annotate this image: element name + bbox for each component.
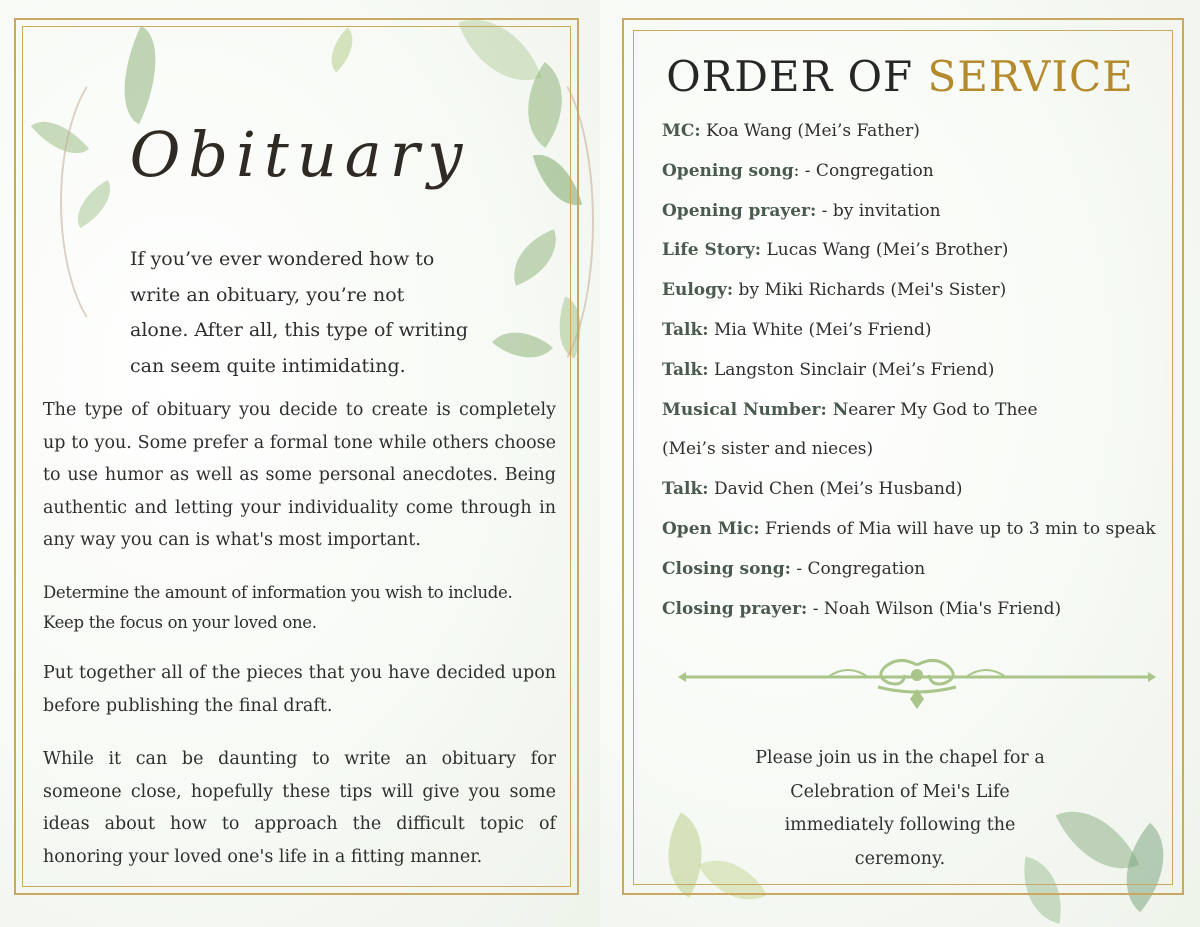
service-item-label: Musical Number: N bbox=[662, 399, 849, 420]
order-of-service-page bbox=[600, 0, 1200, 927]
service-item-label: MC: bbox=[662, 121, 701, 141]
order-of-service-title bbox=[600, 52, 1200, 101]
service-item bbox=[662, 161, 1182, 201]
intro-line: If you’ve ever wondered how to bbox=[130, 248, 435, 270]
service-item bbox=[662, 320, 1182, 360]
service-item-label: Closing prayer: bbox=[662, 598, 808, 619]
service-item bbox=[662, 360, 1182, 400]
service-item bbox=[662, 400, 1182, 440]
service-item-text: - by invitation bbox=[816, 200, 941, 221]
obituary-paragraph: While it can be daunting to write an obituary for someone close, hopefully these tips will give you some ideas about how to approach the difficult topic of honoring your loved one's life in a fitting manner. bbox=[43, 749, 556, 867]
service-item-text: Friends of Mia will have up to 3 min to speak bbox=[759, 518, 1156, 539]
service-item-label: Opening prayer: bbox=[662, 200, 817, 221]
service-item bbox=[662, 280, 1182, 320]
obituary-intro bbox=[130, 242, 480, 384]
obituary-paragraph: The type of obituary you decide to create is completely up to you. Some prefer a formal tone while others choose to use humor as well as some personal anecdotes. Being authentic and letting your individuality come through in any way you can is what's most important. bbox=[43, 400, 556, 550]
service-program-list bbox=[662, 121, 1182, 638]
closing-line: ceremony. bbox=[854, 848, 946, 869]
service-item bbox=[662, 519, 1182, 559]
title-part-1: ORDER OF bbox=[666, 52, 914, 101]
service-item-label: Talk: bbox=[662, 319, 709, 340]
closing-invitation bbox=[720, 742, 1080, 876]
ornamental-divider-icon bbox=[678, 655, 1156, 711]
service-item-text: Koa Wang (Mei’s Father) bbox=[700, 121, 920, 141]
service-item-label: Opening song bbox=[662, 160, 794, 181]
service-item-text: Langston Sinclair (Mei’s Friend) bbox=[708, 359, 995, 380]
intro-line: alone. After all, this type of writing bbox=[130, 319, 468, 341]
service-item-text: (Mei’s sister and nieces) bbox=[662, 439, 874, 460]
service-item bbox=[662, 479, 1182, 519]
service-item-text: earer My God to Thee bbox=[848, 399, 1038, 420]
service-item-label: Closing song: bbox=[662, 558, 791, 579]
service-item bbox=[662, 121, 1182, 161]
service-item bbox=[662, 599, 1182, 639]
obituary-title: Obituary bbox=[129, 118, 471, 191]
service-item-text: David Chen (Mei’s Husband) bbox=[708, 479, 963, 500]
service-item bbox=[662, 240, 1182, 280]
title-part-2: SERVICE bbox=[927, 52, 1134, 101]
closing-line: Please join us in the chapel for a bbox=[755, 748, 1045, 768]
obituary-paragraph: Determine the amount of information you wish to include. Keep the focus on your loved one. bbox=[43, 583, 513, 632]
service-item-label: Life Story: bbox=[662, 240, 762, 261]
service-item-label: Talk: bbox=[662, 479, 709, 500]
service-item-text: Mia White (Mei’s Friend) bbox=[708, 319, 932, 340]
service-item bbox=[662, 439, 1182, 479]
intro-line: write an obituary, you’re not bbox=[130, 283, 405, 306]
service-item-label: Talk: bbox=[662, 359, 709, 380]
service-item bbox=[662, 559, 1182, 599]
service-item-text: - Congregation bbox=[790, 558, 926, 579]
service-item-text: Lucas Wang (Mei’s Brother) bbox=[761, 240, 1009, 261]
service-item-label: Open Mic: bbox=[662, 518, 760, 539]
service-item-text: : - Congregation bbox=[793, 160, 934, 181]
service-item-label: Eulogy: bbox=[662, 280, 734, 301]
closing-line: immediately following the bbox=[784, 815, 1016, 835]
service-item bbox=[662, 201, 1182, 241]
intro-line: can seem quite intimidating. bbox=[130, 354, 406, 377]
service-item-text: by Miki Richards (Mei's Sister) bbox=[733, 280, 1007, 301]
obituary-paragraph: Put together all of the pieces that you have decided upon before publishing the final draft. bbox=[43, 663, 556, 716]
closing-line: Celebration of Mei's Life bbox=[790, 781, 1010, 802]
service-item-text: - Noah Wilson (Mia's Friend) bbox=[807, 598, 1062, 619]
